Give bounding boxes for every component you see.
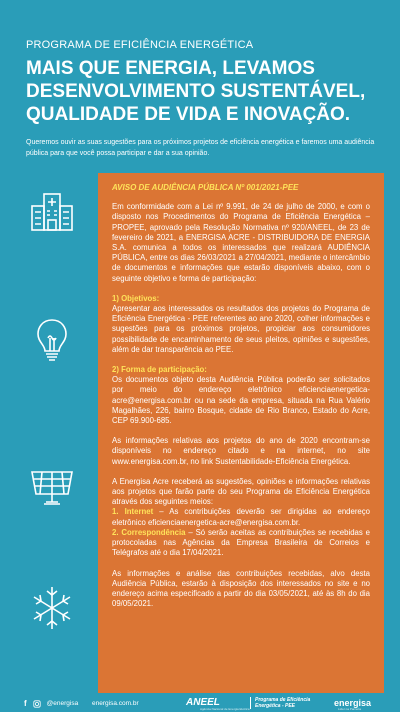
facebook-icon[interactable]: f — [24, 699, 27, 708]
energisa-logo: energisa — [334, 698, 372, 708]
objectives-text: Apresentar aos interessados os resultados dos projetos do Programa de Eficiência Energética - PEE referentes ao ano 2020, colher informações e sugestões para os próximos projetos, propiciar aos consumidores possibilidade de encaminhamento de seus pleitos, opiniões e sugestões, além de dar transparência ao PEE. — [112, 304, 370, 354]
objectives-heading: 1) Objetivos: — [112, 293, 160, 303]
light-bulb-icon — [28, 316, 76, 364]
hospital-icon — [28, 186, 76, 234]
program-label: Programa de Eficiência Energética - PEE — [255, 697, 311, 709]
method-mail — [112, 528, 370, 559]
program-title: PROGRAMA DE EFICIÊNCIA ENERGÉTICA — [26, 39, 254, 51]
intro-text: Queremos ouvir as suas sugestões para os próximos projetos de eficiência energética e faremos uma audiência pública para que você possa participar e dar a sua opinião. — [26, 139, 375, 157]
method-mail-text: – Só serão aceitas as contribuições se recebidas e protocoladas nas Agências da Empresa Brasileira de Correios e Telégrafos até o dia 17/04/2021. — [112, 527, 370, 558]
social-handle[interactable]: @energisa — [46, 700, 79, 707]
footer — [0, 695, 400, 712]
social-links — [24, 699, 78, 708]
method-internet-text: – As contribuições deverão ser dirigidas ao endereço eletrônico eficienciaenergetica-acre@energisa.com.br. — [112, 507, 370, 527]
instagram-icon[interactable] — [33, 700, 41, 708]
method-internet — [112, 507, 370, 527]
notice-title: AVISO DE AUDIÊNCIA PÚBLICA Nº 001/2021-PEE — [112, 183, 299, 192]
aneel-subtitle: Agência Nacional de Energia Elétrica — [200, 707, 250, 711]
notice-paragraph-5: As informações e análise das contribuições recebidas, alvo desta Audiência Pública, estarão à disposição dos interessados no site e no endereço acima especificado a partir do dia 03/05/2021, até às 8h do dia 09/05/2021. — [112, 568, 370, 609]
footer-divider — [250, 697, 251, 709]
participation-text: Os documentos objeto desta Audiência Pública poderão ser solicitados por meio do endereço eletrônico eficienciaenergetica-acre@energisa.com.br ou na sede da empresa, situada na Rua Valério Magalhães, 226, bairro Bosque, cidade de Rio Branco, Estado do Acre, CEP 69.900-685. — [112, 375, 370, 426]
aneel-logo: ANEEL — [186, 697, 220, 708]
snowflake-icon — [28, 584, 76, 632]
solar-panel-icon — [28, 462, 76, 510]
headline: MAIS QUE ENERGIA, LEVAMOS DESENVOLVIMENTO SUSTENTÁVEL, QUALIDADE DE VIDA E INOVAÇÃO. — [26, 58, 366, 125]
notice-paragraph-3: As informações relativas aos projetos do ano de 2020 encontram-se disponíveis no endereço citado e na internet, no site www.energisa.com.br, no link Sustentabilidade-Eficiência Energética. — [112, 436, 370, 466]
method-internet-label: 1. Internet — [112, 507, 154, 517]
notice-paragraph-1: Em conformidade com a Lei nº 9.991, de 24 de julho de 2000, e com o disposto nos Procedimentos do Programa de Eficiência Energética – PROPEE, aprovado pela Resolução Normativa nº 920/ANEEL, de 23 de fevereiro de 2021, a ENERGISA ACRE - DISTRIBUIDORA DE ENERGIA S.A. comunica a todos os interessados que realizará AUDIÊNCIA PÚBLICA, entre os dias 26/03/2021 a 27/04/2021, mediante o intercâmbio de documentos e informações que estarão disponíveis abaixo, com o seguinte objetivo e forma de participação: — [112, 202, 370, 283]
website-link[interactable]: energisa.com.br — [92, 700, 139, 707]
participation-heading: 2) Forma de participação: — [112, 365, 207, 375]
method-mail-label: 2. Correspondência — [112, 527, 186, 537]
notice-panel — [98, 173, 384, 693]
notice-paragraph-4: A Energisa Acre receberá as sugestões, opiniões e informações relativas aos projetos que farão parte do seu Programa de Eficiência Energética através dos seguintes meios: — [112, 476, 370, 507]
energisa-tagline: Líder na Parceria — [338, 707, 362, 711]
